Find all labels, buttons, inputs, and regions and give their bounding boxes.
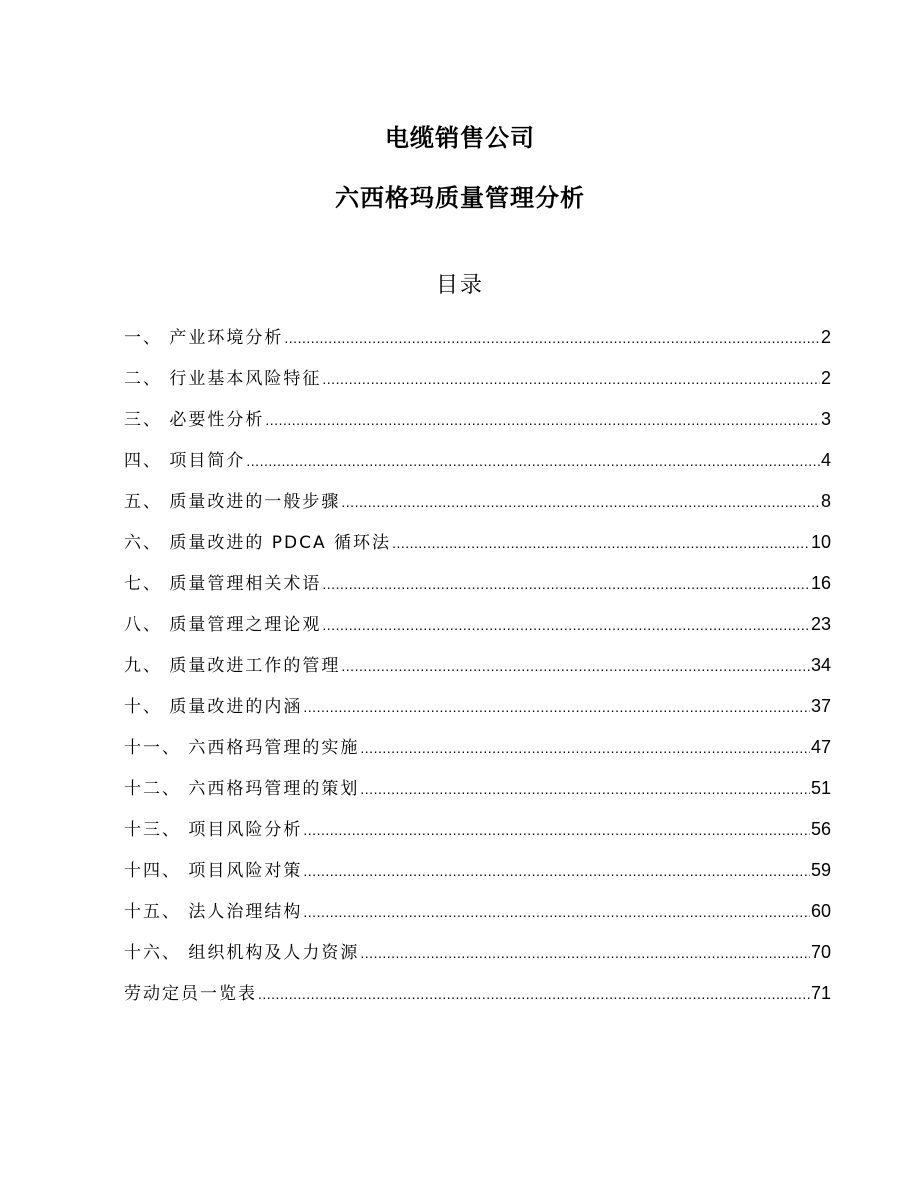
toc-entry[interactable] bbox=[124, 813, 831, 854]
toc-entry-page: 8 bbox=[820, 491, 831, 511]
table-of-contents bbox=[124, 321, 831, 1018]
toc-entry-label: 七、 质量管理相关术语 bbox=[124, 574, 322, 594]
toc-entry[interactable] bbox=[124, 936, 831, 977]
toc-entry-page: 70 bbox=[810, 942, 831, 962]
toc-entry-label: 三、 必要性分析 bbox=[124, 410, 265, 430]
toc-leader-dots bbox=[303, 855, 810, 887]
toc-entry-page: 60 bbox=[810, 901, 831, 921]
toc-entry-page: 51 bbox=[810, 778, 831, 798]
toc-entry[interactable] bbox=[124, 526, 831, 567]
toc-leader-dots bbox=[322, 609, 810, 641]
toc-entry[interactable] bbox=[124, 690, 831, 731]
toc-heading: 目录 bbox=[435, 273, 484, 298]
toc-leader-dots bbox=[322, 568, 810, 600]
toc-entry-label: 二、 行业基本风险特征 bbox=[124, 369, 322, 389]
toc-leader-dots bbox=[322, 363, 820, 395]
toc-entry-label: 十、 质量改进的内涵 bbox=[124, 697, 303, 717]
toc-entry[interactable] bbox=[124, 608, 831, 649]
toc-entry-page: 23 bbox=[810, 614, 831, 634]
toc-entry-label: 十二、 六西格玛管理的策划 bbox=[124, 779, 360, 799]
toc-entry[interactable] bbox=[124, 485, 831, 526]
toc-leader-dots bbox=[303, 814, 810, 846]
toc-entry-page: 56 bbox=[810, 819, 831, 839]
toc-leader-dots bbox=[303, 896, 810, 928]
toc-entry-page: 2 bbox=[820, 327, 831, 347]
toc-entry[interactable] bbox=[124, 731, 831, 772]
toc-entry[interactable] bbox=[124, 854, 831, 895]
report-title: 六西格玛质量管理分析 bbox=[335, 184, 585, 212]
toc-entry-label: 六、 质量改进的 PDCA 循环法 bbox=[124, 533, 392, 553]
toc-entry[interactable] bbox=[124, 444, 831, 485]
toc-entry-label: 九、 质量改进工作的管理 bbox=[124, 656, 341, 676]
toc-entry-label: 八、 质量管理之理论观 bbox=[124, 615, 322, 635]
toc-entry-label: 劳动定员一览表 bbox=[124, 984, 257, 1004]
toc-leader-dots bbox=[360, 732, 810, 764]
toc-entry-page: 16 bbox=[810, 573, 831, 593]
toc-leader-dots bbox=[284, 322, 820, 354]
toc-entry[interactable] bbox=[124, 321, 831, 362]
toc-entry-label: 十三、 项目风险分析 bbox=[124, 820, 303, 840]
toc-entry-page: 10 bbox=[810, 532, 831, 552]
toc-leader-dots bbox=[360, 937, 810, 969]
toc-leader-dots bbox=[392, 527, 810, 559]
company-title: 电缆销售公司 bbox=[385, 124, 535, 152]
toc-entry[interactable] bbox=[124, 649, 831, 690]
toc-entry-page: 59 bbox=[810, 860, 831, 880]
toc-entry-label: 十四、 项目风险对策 bbox=[124, 861, 303, 881]
toc-entry-page: 3 bbox=[820, 409, 831, 429]
toc-entry-label: 十一、 六西格玛管理的实施 bbox=[124, 738, 360, 758]
toc-leader-dots bbox=[265, 404, 820, 436]
toc-entry-page: 71 bbox=[810, 983, 831, 1003]
toc-leader-dots bbox=[258, 978, 810, 1010]
toc-entry[interactable] bbox=[124, 567, 831, 608]
toc-entry-label: 十五、 法人治理结构 bbox=[124, 902, 303, 922]
toc-entry-page: 4 bbox=[820, 450, 831, 470]
toc-leader-dots bbox=[360, 773, 810, 805]
toc-leader-dots bbox=[341, 650, 810, 682]
toc-entry-label: 四、 项目简介 bbox=[124, 451, 246, 471]
toc-entry[interactable] bbox=[124, 772, 831, 813]
toc-entry-label: 一、 产业环境分析 bbox=[124, 328, 284, 348]
toc-entry-label: 五、 质量改进的一般步骤 bbox=[124, 492, 341, 512]
toc-leader-dots bbox=[341, 486, 820, 518]
toc-leader-dots bbox=[246, 445, 820, 477]
toc-entry-page: 34 bbox=[810, 655, 831, 675]
toc-entry-page: 37 bbox=[810, 696, 831, 716]
toc-leader-dots bbox=[303, 691, 810, 723]
toc-entry[interactable] bbox=[124, 403, 831, 444]
toc-entry[interactable] bbox=[124, 895, 831, 936]
toc-entry-page: 2 bbox=[820, 368, 831, 388]
toc-entry[interactable] bbox=[124, 977, 831, 1018]
toc-entry-label: 十六、 组织机构及人力资源 bbox=[124, 943, 360, 963]
toc-entry[interactable] bbox=[124, 362, 831, 403]
toc-entry-page: 47 bbox=[810, 737, 831, 757]
